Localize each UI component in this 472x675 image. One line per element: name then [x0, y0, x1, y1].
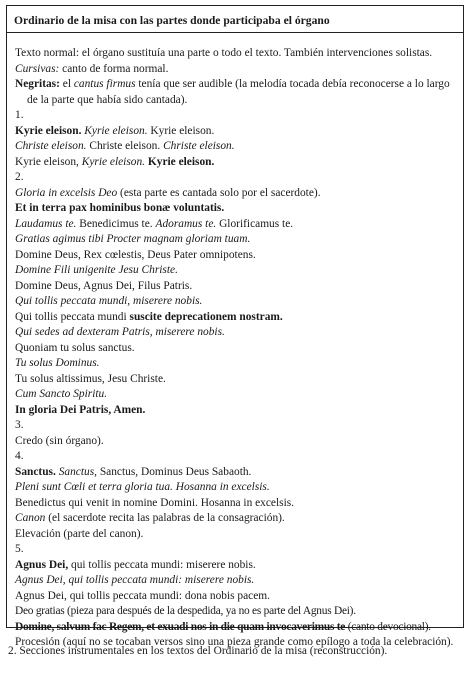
- text-segment: Qui tollis peccata mundi: [15, 310, 130, 323]
- text-segment: Credo (sin órgano).: [15, 434, 104, 447]
- text-line: [15, 387, 461, 403]
- text-line: [15, 620, 461, 636]
- text-segment: Tu solus altissimus, Jesu Christe.: [15, 372, 166, 385]
- text-segment: Kyrie eleison.: [15, 124, 82, 137]
- text-line: [15, 248, 461, 264]
- text-line: [15, 480, 461, 496]
- text-segment: Procesión (aquí no se tocaban versos sino una pieza grande como epílogo a toda la celebración).: [15, 636, 454, 648]
- text-line: [15, 527, 461, 543]
- text-line: [15, 403, 461, 419]
- text-segment: Benedictus qui venit in nomine Domini. Hosanna in excelsis.: [15, 496, 295, 509]
- text-segment: Deo gratias (pieza para después de la despedida, ya no es parte del Agnus Dei).: [15, 605, 356, 617]
- text-segment: Canon: [15, 512, 46, 524]
- text-line: [15, 186, 461, 202]
- text-line: [15, 124, 461, 140]
- text-segment: Gloria in excelsis Deo: [15, 186, 118, 199]
- text-line: [15, 604, 461, 620]
- text-segment: (canto devocional).: [345, 620, 431, 633]
- text-segment: Kyrie eleison,: [15, 155, 82, 168]
- text-segment: Elevación (parte del canon).: [15, 527, 144, 540]
- text-segment: Cursivas:: [15, 62, 60, 75]
- text-segment: Benedicimus te.: [76, 217, 156, 230]
- content-table: [6, 5, 464, 648]
- text-segment: 5.: [15, 543, 24, 555]
- text-line: [15, 372, 461, 388]
- text-segment: Christe eleison.: [86, 140, 164, 152]
- text-line: [15, 496, 461, 512]
- text-line: [15, 325, 461, 341]
- table-title: Ordinario de la misa con las partes donde participaba el órgano: [14, 14, 330, 27]
- text-line: [15, 465, 461, 481]
- text-segment: Tu solus Dominus.: [15, 357, 100, 369]
- text-segment: Negritas:: [15, 78, 60, 90]
- text-segment: 4.: [15, 450, 24, 462]
- text-segment: Domine Deus, Rex cœlestis, Deus Pater omnipotens.: [15, 248, 256, 261]
- text-segment: Domine Fili unigenite Jesu Christe.: [15, 264, 178, 276]
- text-line: [15, 108, 461, 124]
- text-line: [15, 511, 461, 527]
- text-segment: Quoniam tu solus sanctus.: [15, 341, 135, 354]
- text-line: [15, 558, 461, 574]
- text-line: [15, 294, 461, 310]
- text-line: [15, 46, 461, 62]
- text-segment: Sanctus,: [58, 465, 97, 478]
- text-segment: Glorificamus te.: [216, 217, 294, 230]
- text-line: [15, 341, 461, 357]
- text-segment: canto de forma normal.: [59, 62, 169, 75]
- text-line: [15, 77, 461, 108]
- text-line: [15, 201, 461, 217]
- text-segment: Kyrie eleison.: [147, 155, 215, 168]
- text-line: [15, 155, 461, 171]
- text-segment: Laudamus te.: [15, 217, 77, 230]
- text-segment: Agnus Dei, qui tollis peccata mundi: dona nobis pacem.: [15, 589, 270, 602]
- text-line: [15, 139, 461, 155]
- text-segment: Sanctus.: [15, 465, 56, 478]
- text-segment: (esta parte es cantada solo por el sacerdote).: [117, 186, 321, 199]
- text-line: [15, 232, 461, 248]
- title-divider: [7, 32, 463, 33]
- text-segment: Cum Sancto Spiritu.: [15, 388, 108, 400]
- text-segment: Gratias agimus tibi Procter magnam gloriam tuam.: [15, 233, 251, 245]
- text-segment: Agnus Dei, qui tollis peccata mundi: miserere nobis.: [15, 574, 255, 586]
- text-segment: In gloria Dei Patris, Amen.: [15, 403, 146, 416]
- figure-caption: 2. Secciones instrumentales en los textos del Ordinario de la misa (reconstrucción).: [8, 645, 388, 657]
- text-line: [15, 263, 461, 279]
- text-line: [15, 310, 461, 326]
- text-segment: Kyrie eleison.: [84, 124, 148, 137]
- text-line: [15, 589, 461, 605]
- text-segment: Agnus Dei,: [15, 558, 69, 571]
- text-segment: Texto normal: el órgano sustituía una parte o todo el texto. También intervenciones solistas.: [15, 47, 433, 59]
- text-line: [15, 279, 461, 295]
- text-segment: Pleni sunt Cœli et terra gloria tua. Hosanna in excelsis.: [15, 481, 270, 493]
- text-segment: Kyrie eleison.: [81, 155, 146, 168]
- text-segment: qui tollis peccata mundi: miserere nobis.: [68, 558, 256, 571]
- text-line: [15, 62, 461, 78]
- text-segment: Qui tollis peccata mundi, miserere nobis.: [15, 295, 203, 307]
- text-segment: (el sacerdote recita las palabras de la consagración).: [45, 512, 285, 524]
- text-segment: Domine Deus, Agnus Dei, Filus Patris.: [15, 279, 193, 292]
- text-segment: tenía que ser audible (la melodía tocada debía reconocerse a lo largo de la parte que había sido cantada).: [27, 78, 450, 106]
- text-line: [15, 434, 461, 450]
- text-line: [15, 542, 461, 558]
- text-segment: Christe eleison.: [15, 140, 87, 152]
- text-segment: 1.: [15, 109, 24, 121]
- text-segment: 2.: [15, 171, 24, 183]
- text-line: [15, 170, 461, 186]
- text-body: [15, 46, 461, 651]
- text-line: [15, 217, 461, 233]
- text-segment: suscite deprecationem nostram.: [129, 310, 283, 323]
- text-segment: Domine, salvum fac Regem, et exuadi nos in die quam invocaverimus te: [15, 620, 346, 633]
- text-segment: cantus firmus: [73, 78, 136, 90]
- text-segment: Sanctus, Dominus Deus Sabaoth.: [97, 465, 252, 478]
- text-segment: Christe eleison.: [163, 140, 235, 152]
- text-line: [15, 449, 461, 465]
- text-segment: Adoramus te.: [155, 217, 217, 230]
- text-line: [15, 573, 461, 589]
- text-segment: el: [59, 78, 74, 90]
- text-line: [15, 356, 461, 372]
- text-segment: Et in terra pax hominibus bonæ voluntatis.: [15, 202, 225, 214]
- text-segment: Kyrie eleison.: [147, 124, 215, 137]
- text-line: [15, 418, 461, 434]
- text-segment: 3.: [15, 419, 24, 431]
- text-segment: Qui sedes ad dexteram Patris, miserere nobis.: [15, 326, 225, 338]
